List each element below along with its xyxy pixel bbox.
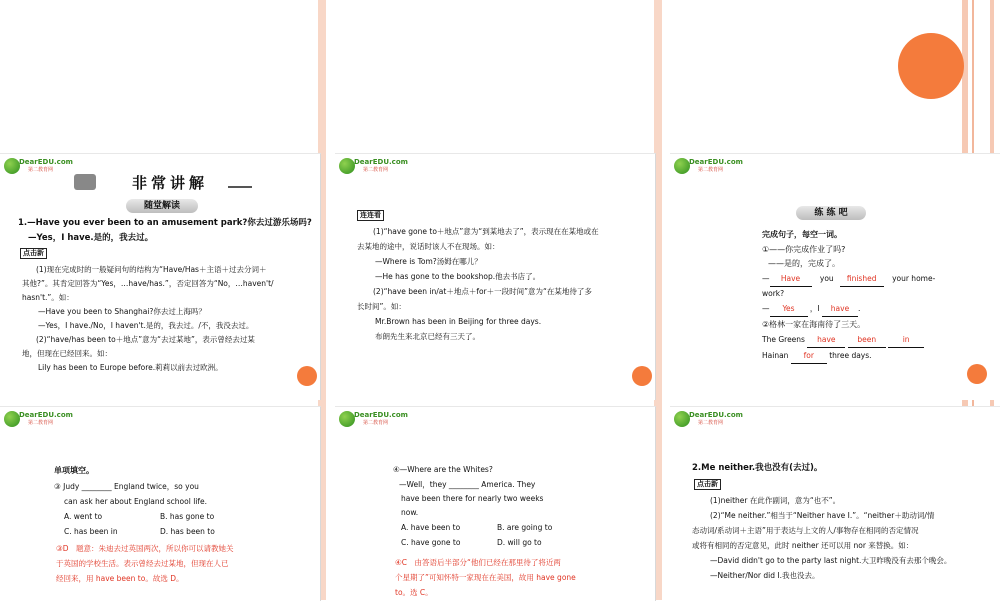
example: Mr.Brown has been in Beijing for three days. xyxy=(375,317,542,326)
option-b: B. has gone to xyxy=(160,512,215,521)
answer-blank: for xyxy=(791,349,827,364)
option-b: B. are going to xyxy=(497,523,553,532)
answer-explanation: to。选 C。 xyxy=(395,588,433,597)
orange-dot xyxy=(632,366,652,386)
paragraph: 其他?”。其肯定回答为“Yes，…have/has.”，否定回答为“No，…haven't/ xyxy=(22,279,274,288)
paragraph: (2)“Me neither.”相当于“Neither have I.”。“neither＋助动词/情 xyxy=(710,511,935,520)
paragraph: hasn't.”。如： xyxy=(22,293,74,302)
question-cn: ②格林一家在海南待了三天。 xyxy=(762,320,866,329)
fill-line: Hainan for three days. xyxy=(762,349,872,364)
example: —Yes，I have./No，I haven't.是的，我去过。/不，我没去过。 xyxy=(38,321,254,330)
example: —Have you been to Shanghai?你去过上海吗？ xyxy=(38,307,206,316)
section-banner: 练 练 吧 xyxy=(796,206,866,220)
answer-blank: have xyxy=(807,333,845,348)
paragraph: 去某地的途中，说话时该人不在现场。如： xyxy=(357,242,500,251)
answer-blank: Yes xyxy=(770,302,808,317)
slide-3[interactable] xyxy=(670,153,1000,400)
example: —Neither/Nor did I.我也没去。 xyxy=(710,571,820,580)
note-tag: 连连看 xyxy=(357,208,384,222)
paragraph: 态动词/系动词＋主语”用于表达与上文的人/事物存在相同的否定情况 xyxy=(692,526,919,535)
slide-6[interactable] xyxy=(670,406,1000,601)
option-a: A. went to xyxy=(64,512,103,521)
fill-line: The Greens have been in xyxy=(762,333,924,348)
answer-line: —Yes，I have.是的，我去过。 xyxy=(28,233,154,243)
question-line: 2.Me neither.我也没有(去过)。 xyxy=(692,463,823,473)
book-icon xyxy=(74,174,96,190)
paragraph: (2)“have/has been to＋地点”意为“去过某地”，表示曾经去过某 xyxy=(36,335,255,344)
option-c: C. have gone to xyxy=(401,538,461,547)
instruction: 完成句子，每空一词。 xyxy=(762,230,842,239)
answer-explanation: 个星期了”可知怀特一家现在在美国，故用 have gone xyxy=(395,573,576,582)
logo: DearEDU.com 第二教育网 xyxy=(4,157,70,175)
orange-circle xyxy=(898,33,964,99)
answer-explanation: 经回来，用 have been to。故选 D。 xyxy=(56,574,184,583)
question-cn: ①——你完成作业了吗? xyxy=(762,245,846,254)
fill-line: — Have you finished your home- xyxy=(762,272,935,287)
example: —Where is Tom?汤姆在哪儿？ xyxy=(375,257,482,266)
note-tag: 点击新 xyxy=(694,477,721,491)
instruction: 单项填空。 xyxy=(54,466,94,475)
answer-blank: Have xyxy=(770,272,812,287)
question-cn: ——是的，完成了。 xyxy=(768,259,840,268)
slide-4[interactable] xyxy=(0,406,321,601)
paragraph: (1)neither 在此作副词，意为“也不”。 xyxy=(710,496,841,505)
answer-blank: been xyxy=(848,333,886,348)
slide-1[interactable] xyxy=(0,153,321,400)
logo: DearEDU.com 第二教育网 xyxy=(339,157,405,175)
question: have been there for nearly two weeks xyxy=(401,494,544,503)
logo: DearEDU.com 第二教育网 xyxy=(674,157,740,175)
question: ③ Judy ________ England twice，so you xyxy=(54,482,199,491)
example: —David didn't go to the party last night.大卫昨晚没有去那个晚会。 xyxy=(710,556,952,565)
slide-2[interactable] xyxy=(335,153,656,400)
option-d: D. has been to xyxy=(160,527,215,536)
slide-5[interactable] xyxy=(335,406,656,601)
logo: DearEDU.com 第二教育网 xyxy=(4,410,70,428)
section-title: 非常讲解 xyxy=(132,174,209,192)
question: can ask her about England school life. xyxy=(64,497,208,506)
question: —Well，they ________ America. They xyxy=(399,480,536,489)
example: —He has gone to the bookshop.他去书店了。 xyxy=(375,272,541,281)
example: 布朗先生来北京已经有三天了。 xyxy=(375,332,480,341)
option-d: D. will go to xyxy=(497,538,542,547)
orange-dot xyxy=(297,366,317,386)
answer-blank: have xyxy=(822,302,858,317)
answer-blank: in xyxy=(888,333,924,348)
paragraph: 长时间”。如： xyxy=(357,302,406,311)
logo: DearEDU.com 第二教育网 xyxy=(339,410,405,428)
option-a: A. have been to xyxy=(401,523,461,532)
orange-dot xyxy=(967,364,987,384)
answer-explanation: ④C 由答语后半部分“他们已经在那里待了将近两 xyxy=(395,558,561,567)
note-tag: 点击新 xyxy=(20,246,47,260)
answer-explanation: 于英国的学校生活。表示曾经去过某地，但现在人已 xyxy=(56,559,229,568)
paragraph: 或将有相同的否定意见，此时 neither 还可以用 nor 来替换。如： xyxy=(692,541,914,550)
question: now. xyxy=(401,508,419,517)
question-line: 1.—Have you ever been to an amusement park?你去过游乐场吗? xyxy=(18,218,312,228)
answer-explanation: ③D 题意：朱迪去过英国两次，所以你可以请教她关 xyxy=(56,544,234,553)
question: ④—Where are the Whites? xyxy=(393,465,493,474)
answer-blank: finished xyxy=(840,272,884,287)
logo: DearEDU.com 第二教育网 xyxy=(674,410,740,428)
option-c: C. has been in xyxy=(64,527,118,536)
section-banner: 随堂解读 xyxy=(126,199,198,213)
pen-icon xyxy=(228,178,252,188)
paragraph: 地，但现在已经回来。如： xyxy=(22,349,112,358)
fill-line: — Yes ，I have . xyxy=(762,302,860,317)
paragraph: (1)“have gone to＋地点”意为“到某地去了”，表示现在在某地或在 xyxy=(373,227,599,236)
paragraph: (2)“have been in/at＋地点＋for＋一段时间”意为“在某地待了多 xyxy=(373,287,592,296)
fill-line: work? xyxy=(762,289,785,298)
example: Lily has been to Europe before.莉莉以前去过欧洲。 xyxy=(38,363,223,372)
paragraph: (1)现在完成时的一般疑问句的结构为“Have/Has＋主语＋过去分词＋ xyxy=(36,265,267,274)
